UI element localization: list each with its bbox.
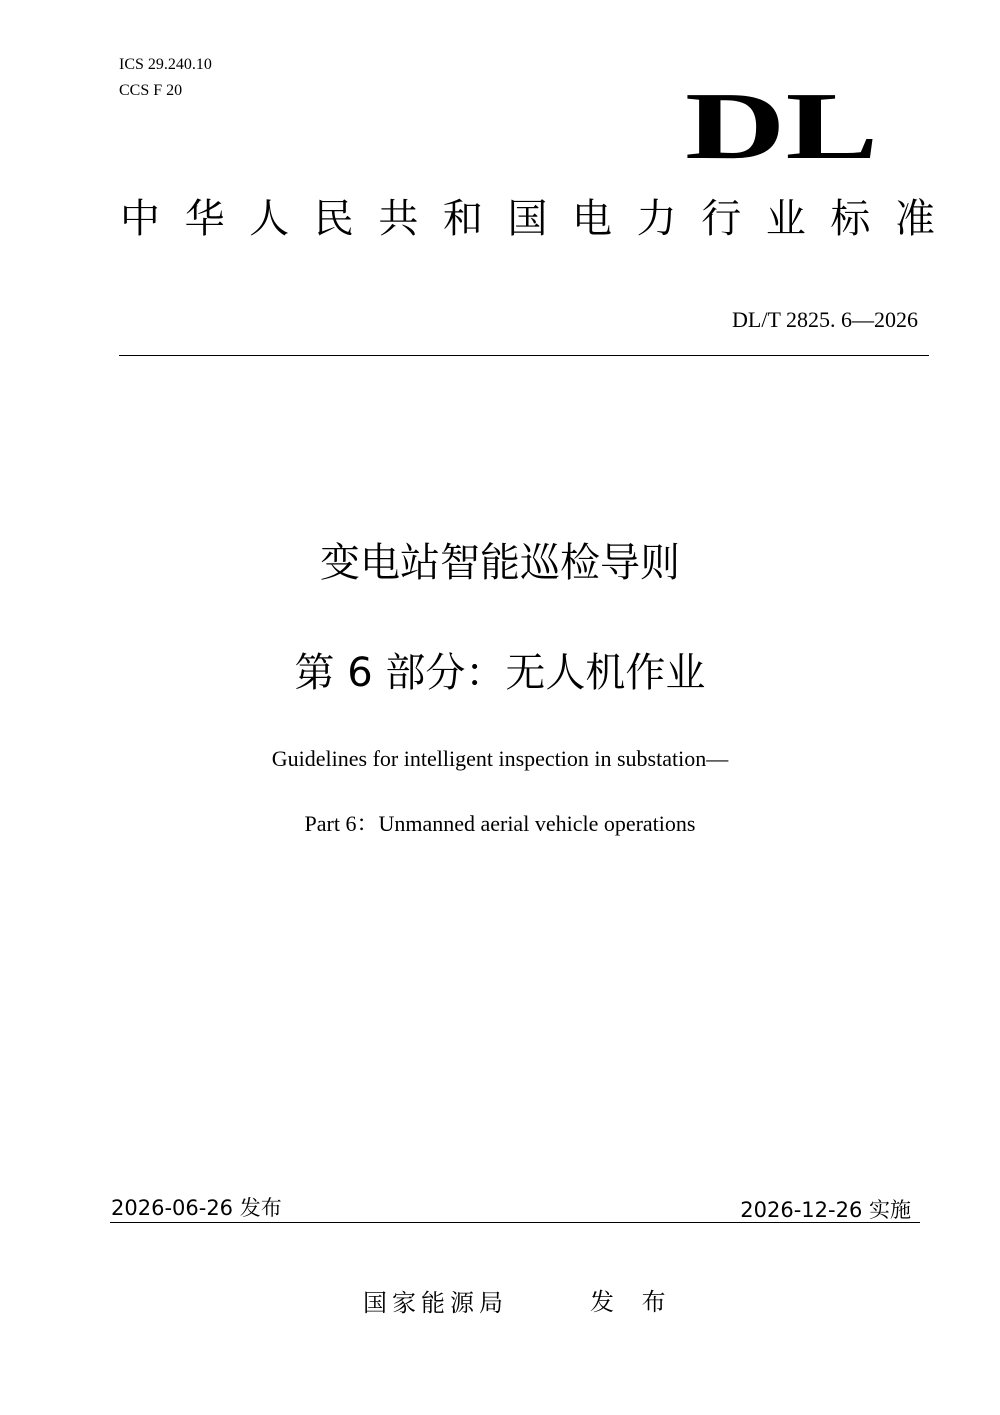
- org-char: 国: [507, 196, 548, 242]
- bottom-divider: [110, 1222, 920, 1223]
- title-cn-line2: 第 6 部分：无人机作业: [294, 650, 706, 696]
- issuing-authority: 国家能源局: [363, 1289, 508, 1317]
- top-divider: [119, 355, 929, 356]
- ccs-code: CCS F 20: [119, 82, 183, 99]
- title-en-line1: Guidelines for intelligent inspection in substation—: [271, 746, 729, 771]
- title-en-line2: Part 6：Unmanned aerial vehicle operations: [304, 811, 696, 836]
- org-char: 民: [313, 196, 354, 242]
- org-char: 准: [894, 196, 935, 242]
- org-char: 中: [120, 196, 160, 242]
- org-char: 人: [249, 196, 290, 242]
- org-char: 业: [765, 196, 806, 242]
- org-char: 和: [442, 196, 483, 242]
- classification-codes: [119, 52, 212, 104]
- org-char: 行: [701, 196, 742, 242]
- dl-logo: DL: [684, 72, 878, 179]
- org-char: 共: [378, 196, 419, 242]
- publish-date: 2026-06-26 发布: [111, 1196, 282, 1220]
- org-char: 标: [830, 196, 871, 242]
- standard-number: DL/T 2825. 6—2026: [732, 307, 918, 332]
- title-cn-line1: 变电站智能巡检导则: [320, 540, 680, 586]
- implement-date: 2026-12-26 实施: [740, 1198, 911, 1222]
- org-char: 华: [184, 196, 225, 242]
- org-char: 力: [636, 196, 677, 242]
- organization-title: [120, 195, 935, 243]
- issue-label: 发 布: [590, 1288, 676, 1316]
- ics-code: ICS 29.240.10: [119, 56, 212, 73]
- org-char: 电: [572, 196, 613, 242]
